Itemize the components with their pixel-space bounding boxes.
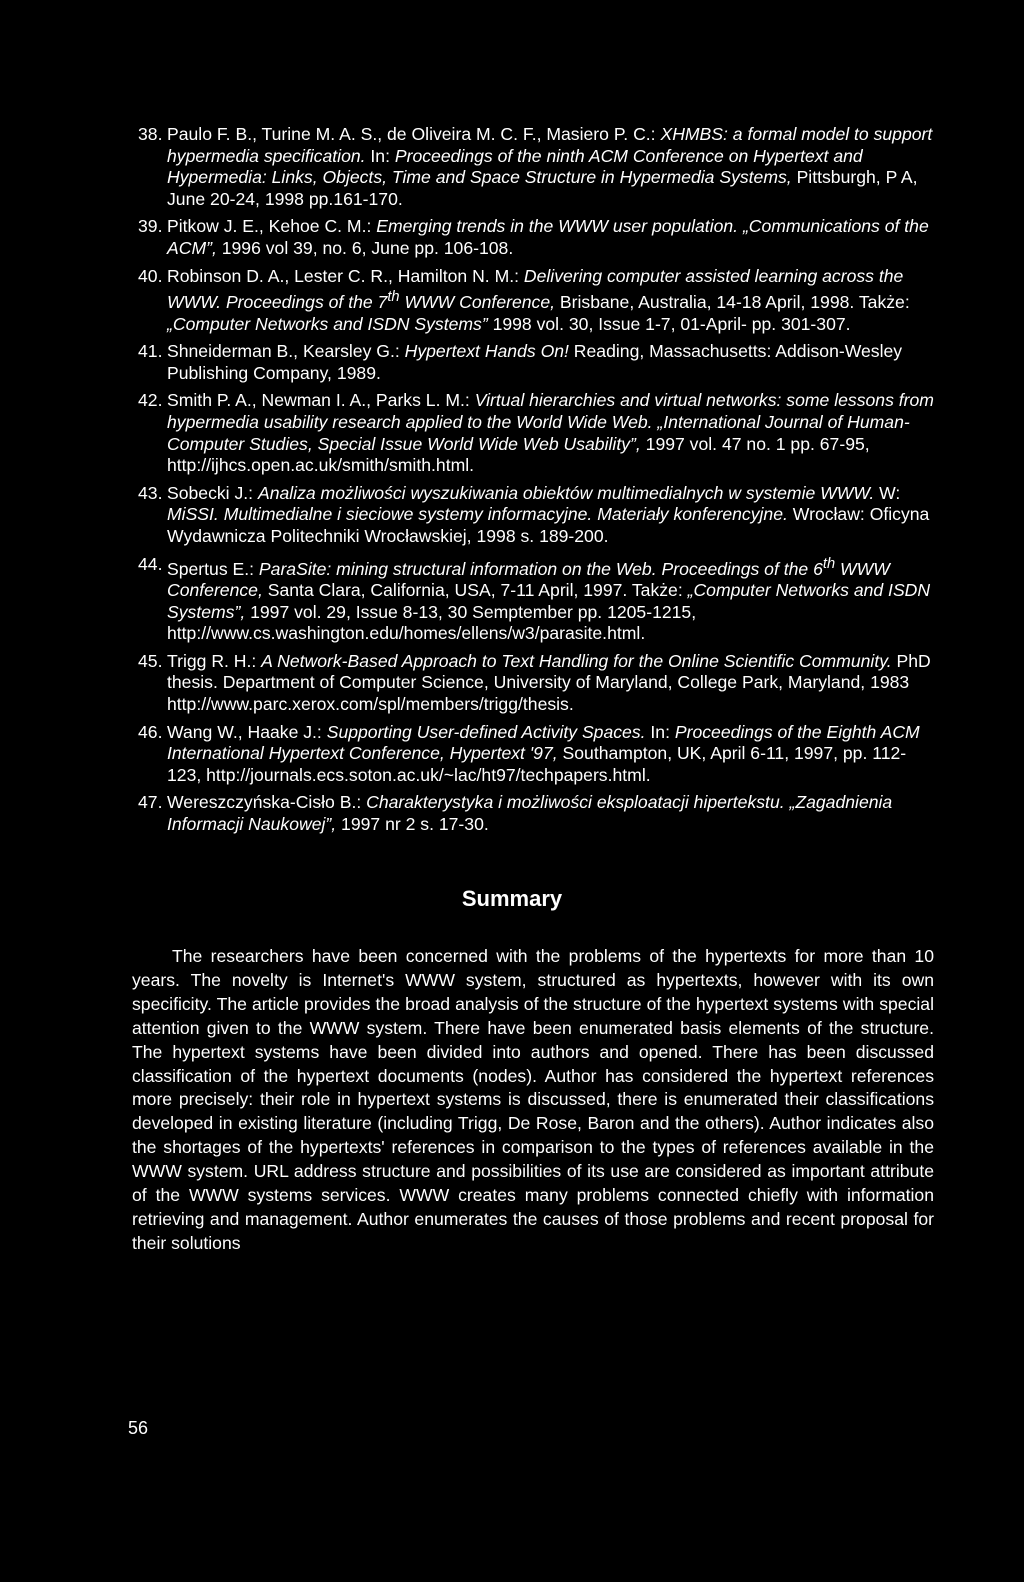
reference-text: Sobecki J.: bbox=[167, 482, 258, 503]
reference-text: Brisbane, Australia, 14-18 April, 1998. Także: bbox=[555, 292, 910, 313]
reference-text: Proceedings of the Eighth ACM International Hypertext Conference, Hypertext '97, bbox=[167, 721, 920, 764]
reference-text: Spertus E.: bbox=[167, 558, 259, 579]
reference-text: XHMBS: a formal model to support hypermedia specification. bbox=[167, 124, 933, 166]
reference-text: Hypertext Hands On! bbox=[404, 341, 569, 362]
reference-text: 1997 vol. 47 no. 1 pp. 67-95, http://ijhcs.open.ac.uk/smith/smith.html. bbox=[167, 433, 870, 476]
reference-text: th bbox=[822, 555, 836, 572]
reference-text: th bbox=[387, 289, 400, 306]
reference-text: Smith P. A., Newman I. A., Parks L. M.: bbox=[167, 390, 475, 411]
reference-number: 38. bbox=[138, 124, 163, 144]
reference-text: WWW Conference, bbox=[167, 558, 890, 600]
reference-text: 1998 vol. 30, Issue 1-7, 01-April- pp. 301-307. bbox=[487, 313, 851, 334]
reference-text: Wereszczyńska-Cisło B.: bbox=[167, 792, 367, 813]
reference-text: WWW Conference, bbox=[399, 292, 556, 313]
reference-text: In: bbox=[645, 721, 675, 742]
reference-item bbox=[138, 651, 934, 716]
reference-number: 40. bbox=[138, 265, 163, 286]
reference-number: 42. bbox=[138, 390, 163, 411]
reference-text: Southampton, UK, April 6-11, 1997, pp. 112-123, http://journals.ecs.soton.ac.uk/~lac/ht97/techpapers.html. bbox=[167, 743, 907, 785]
reference-text: „Computer Networks and ISDN Systems”, bbox=[167, 580, 931, 622]
reference-text: Virtual hierarchies and virtual networks: some lessons from hypermedia usability research applied to the World Wide Web. „International Journal of Human-Computer Studies, Special Issue World Wide Web Usability”, bbox=[167, 390, 934, 454]
reference-number: 43. bbox=[138, 482, 163, 503]
reference-number: 45. bbox=[138, 650, 163, 671]
reference-text: Wrocław: Oficyna Wydawnicza Politechniki Wrocławskiej, 1998 s. 189-200. bbox=[167, 504, 930, 546]
reference-number: 47. bbox=[138, 792, 163, 813]
reference-text: PhD thesis. Department of Computer Science, University of Maryland, College Park, Maryland, 1983 http://www.parc.xerox.com/spl/members/trigg/thesis. bbox=[167, 650, 931, 714]
reference-text: Santa Clara, California, USA, 7-11 April, 1997. Także: bbox=[262, 580, 688, 600]
reference-item bbox=[138, 124, 934, 210]
reference-text: Robinson D. A., Lester C. R., Hamilton N. M.: bbox=[167, 265, 524, 286]
reference-text: Emerging trends in the WWW user population. „Communications of the ACM”, bbox=[167, 216, 929, 258]
reference-item bbox=[138, 722, 934, 787]
reference-list bbox=[138, 124, 934, 842]
reference-item bbox=[138, 390, 934, 476]
reference-text: Pittsburgh, P A, June 20-24, 1998 pp.161-170. bbox=[167, 167, 918, 209]
reference-text: „Computer Networks and ISDN Systems” bbox=[167, 313, 488, 334]
reference-text: Pitkow J. E., Kehoe C. M.: bbox=[167, 216, 377, 237]
reference-text: Trigg R. H.: bbox=[167, 650, 262, 671]
reference-text: Proceedings of the ninth ACM Conference on Hypertext and Hypermedia: Links, Objects, Time and Space Structure in Hypermedia Systems, bbox=[167, 145, 863, 188]
reference-text: Charakterystyka i możliwości eksploatacji hipertekstu. „Zagadnienia Informacji Naukowej”, bbox=[167, 792, 893, 834]
reference-text: Wang W., Haake J.: bbox=[167, 721, 327, 742]
reference-text: Supporting User-defined Activity Spaces. bbox=[326, 721, 646, 742]
reference-text: 1997 nr 2 s. 17-30. bbox=[336, 813, 489, 834]
reference-text: Paulo F. B., Turine M. A. S., de Oliveira M. C. F., Masiero P. C.: bbox=[167, 124, 661, 144]
reference-text: Analiza możliwości wyszukiwania obiektów multimedialnych w systemie WWW. bbox=[257, 482, 875, 503]
reference-text: Reading, Massachusetts: Addison-Wesley Publishing Company, 1989. bbox=[167, 341, 903, 383]
reference-text: 1997 vol. 29, Issue 8-13, 30 Semptember pp. 1205-1215, http://www.cs.washington.edu/homes/ellens/w3/parasite.html. bbox=[167, 601, 697, 644]
reference-item bbox=[138, 792, 934, 835]
page-number: 56 bbox=[128, 1418, 149, 1438]
reference-text: ParaSite: mining structural information on the Web. Proceedings of the 6 bbox=[258, 558, 823, 579]
reference-item bbox=[138, 483, 934, 548]
reference-item bbox=[138, 341, 934, 384]
reference-item bbox=[138, 266, 934, 336]
reference-number: 39. bbox=[138, 216, 163, 237]
reference-text: 1996 vol 39, no. 6, June pp. 106-108. bbox=[216, 237, 514, 258]
reference-text: Delivering computer assisted learning across the WWW. Proceedings of the 7 bbox=[167, 265, 904, 313]
reference-item bbox=[138, 554, 934, 645]
reference-item bbox=[138, 216, 934, 259]
reference-text: In: bbox=[365, 145, 395, 166]
reference-number: 44. bbox=[138, 553, 163, 574]
reference-text: A Network-Based Approach to Text Handling for the Online Scientific Community. bbox=[261, 650, 892, 671]
reference-number: 46. bbox=[138, 721, 163, 742]
reference-number: 41. bbox=[138, 341, 163, 362]
reference-text: W: bbox=[874, 482, 901, 503]
reference-text: MiSSI. Multimedialne i sieciowe systemy informacyjne. Materiały konferencyjne. bbox=[167, 504, 788, 525]
reference-text: Shneiderman B., Kearsley G.: bbox=[167, 341, 405, 362]
summary-paragraph: The researchers have been concerned with the problems of the hypertexts for more than 10 years. The novelty is Internet's WWW system, structured as hypertexts, however with its own specificity. The article provides the broad analysis of the structure of the hypertext systems with special attention given to the WWW system. There have been enumerated basis elements of the structure. The hypertext systems have been divided into authors and opened. There has been discussed classification of the hypertext documents (nodes). Author has considered the hypertext references more precisely: their role in hypertext systems is discussed, there is enumerated their classifications developed in existing literature (including Trigg, De Rose, Baron and the others). Author indicates also the shortages of the hypertexts' references in comparison to the types of references available in the WWW system. URL address structure and possibilities of its use are considered as important attribute of the WWW systems services. WWW creates many problems connected chiefly with information retrieving and management. Author enumerates the causes of those problems and recent proposal for their solutions bbox=[132, 946, 934, 1253]
summary-heading: Summary bbox=[461, 886, 563, 911]
